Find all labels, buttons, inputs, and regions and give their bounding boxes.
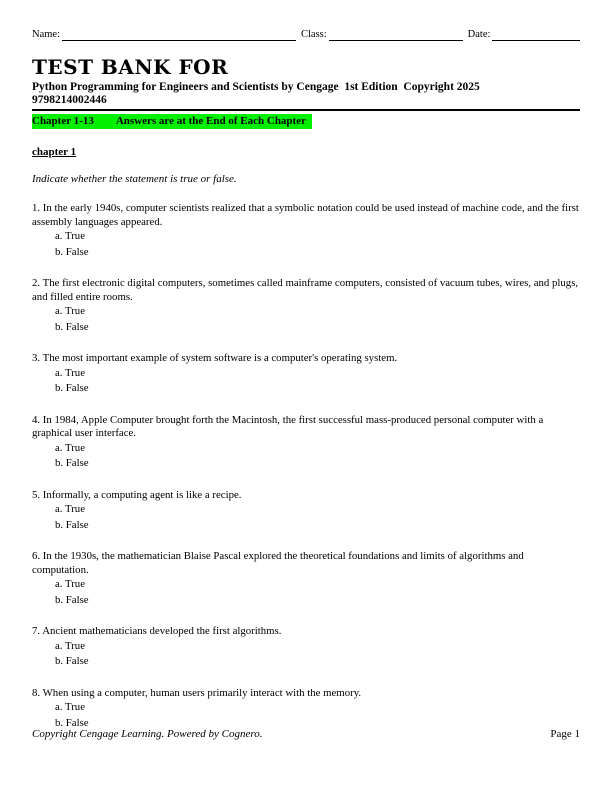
chapter-range-label: Chapter 1-13 — [32, 115, 94, 127]
option-false: b. False — [55, 593, 89, 606]
option-false: b. False — [55, 655, 89, 667]
option-true: a. True — [55, 701, 85, 713]
instruction-text: Indicate whether the statement is true or false. — [32, 173, 237, 185]
question-5 — [32, 489, 580, 534]
question-text: 6. In the 1930s, the mathematician Blaise Pascal explored the theoretical foundations and limits of algorithms and computation. — [32, 550, 524, 576]
question-text: 4. In 1984, Apple Computer brought forth the Macintosh, the first successful mass-produced personal computer with a graphical user interface. — [32, 413, 544, 439]
page-number: Page 1 — [550, 728, 580, 740]
option-true: a. True — [55, 639, 85, 652]
class-blank — [329, 28, 463, 41]
class-label: Class: — [301, 29, 327, 40]
question-8 — [32, 687, 580, 732]
isbn-number: 9798214002446 — [32, 94, 107, 106]
question-text: 2. The first electronic digital computers, sometimes called mainframe computers, consisted of vacuum tubes, wires, and plugs, and filled entire rooms. — [32, 277, 579, 303]
question-3 — [32, 352, 580, 397]
question-text: 5. Informally, a computing agent is like a recipe. — [32, 488, 242, 501]
date-blank — [492, 28, 580, 41]
option-true: a. True — [55, 305, 85, 317]
test-bank-title: TEST BANK FOR — [32, 55, 229, 79]
answers-note: Answers are at the End of Each Chapter — [115, 115, 306, 127]
option-false: b. False — [55, 518, 89, 531]
option-false: b. False — [55, 382, 89, 394]
question-text: 1. In the early 1940s, computer scientists realized that a symbolic notation could be used instead of machine code, and the first assembly languages appeared. — [32, 202, 579, 228]
chapter-heading: chapter 1 — [32, 146, 77, 158]
question-1 — [32, 202, 580, 260]
option-false: b. False — [55, 457, 89, 469]
chapter-banner-row — [32, 111, 580, 129]
name-blank — [62, 28, 296, 41]
chapter-banner — [32, 114, 312, 129]
header-fields — [32, 28, 580, 41]
option-false: b. False — [55, 245, 89, 258]
option-true: a. True — [55, 230, 85, 242]
question-list — [32, 202, 580, 731]
option-false: b. False — [55, 716, 89, 729]
question-text: 7. Ancient mathematicians developed the first algorithms. — [32, 625, 282, 637]
copyright-text: Copyright Cengage Learning. Powered by Cognero. — [32, 728, 263, 740]
question-6 — [32, 550, 580, 608]
option-true: a. True — [55, 578, 85, 590]
option-true: a. True — [55, 366, 85, 379]
option-true: a. True — [55, 441, 85, 454]
date-label: Date: — [467, 29, 491, 40]
book-subtitle: Python Programming for Engineers and Scientists by Cengage 1st Edition Copyright 2025 — [32, 81, 480, 93]
option-true: a. True — [55, 503, 85, 515]
name-label: Name: — [32, 29, 60, 40]
question-text: 3. The most important example of system software is a computer's operating system. — [32, 352, 398, 364]
question-7 — [32, 625, 580, 670]
page-footer — [32, 728, 580, 741]
question-2 — [32, 277, 580, 335]
option-false: b. False — [55, 320, 89, 333]
question-text: 8. When using a computer, human users primarily interact with the memory. — [32, 686, 362, 699]
question-4 — [32, 414, 580, 472]
